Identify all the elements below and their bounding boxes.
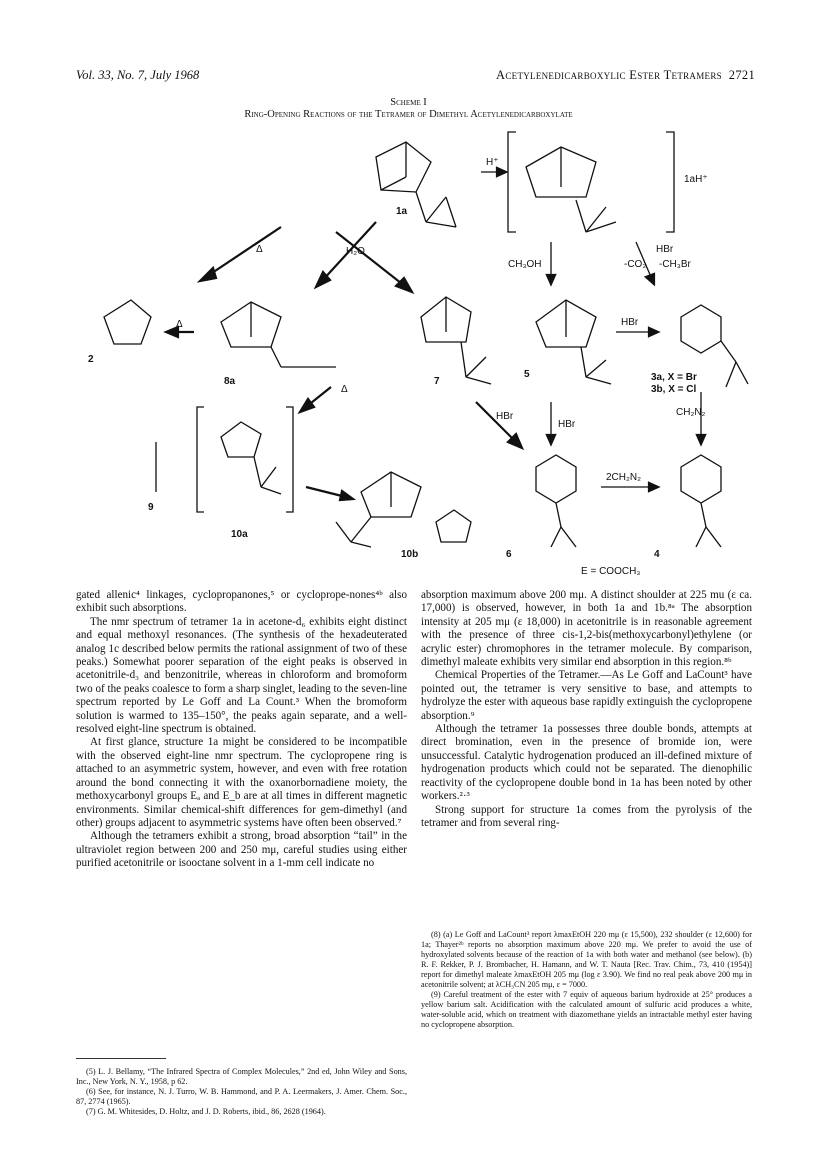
structure-4 — [681, 455, 721, 547]
label-1a: 1a — [396, 206, 408, 217]
reagent-co2: -CO₂ — [624, 259, 647, 270]
paragraph: gated allenic⁴ linkages, cyclopropanones,⁵ or cycloprope-nones⁴ᵇ also exhibit such absorptions. — [76, 589, 407, 615]
scheme-title: Scheme I — [390, 97, 427, 108]
paragraph: Strong support for structure 1a comes from the pyrolysis of the tetramer and from several ring- — [421, 803, 752, 829]
page-number: 2721 — [728, 68, 755, 82]
label-1aH: 1aH⁺ — [684, 174, 708, 185]
footnotes-right — [421, 930, 752, 1030]
reagent-ch3br: -CH₃Br — [659, 259, 691, 270]
paragraph: The nmr spectrum of tetramer 1a in acetone-d₆ exhibits eight distinct and equal methoxyl resonances. (The synthesis of the hexadeuterated analog 1c described below permits the rational assignment of two of these peaks.) Somewhat poorer separation of the eight peaks is observed in acetonitrile-d₃ and benzonitrile, whereas in chloroform and bromoform two of the peaks coalesce to form a sharp singlet, leading to the seven-line spectrum reported by Le Goff and La Count.³ When the bromoform solution is warmed to 135–150°, the peaks again separate, and a well-resolved eight-line spectrum is obtained. — [76, 615, 407, 736]
structure-5 — [536, 300, 611, 384]
scheme-subtitle: Ring-Opening Reactions of the Tetramer of Dimethyl Acetylenedicarboxylate — [244, 109, 573, 120]
label-8a: 8a — [224, 376, 236, 387]
footnote: (6) See, for instance, N. J. Turro, W. B. Hammond, and P. A. Leermakers, J. Amer. Chem. Soc., 87, 2774 (1965). — [76, 1087, 407, 1106]
section-paragraph: Chemical Properties of the Tetramer.—As Le Goff and LaCount³ have pointed out, the tetramer is very sensitive to base, and attempts to hydrolyze the ester with aqueous base rapidly extinguish the cyclopropene absorption.⁹ — [421, 669, 752, 722]
reagent-hbr-1: HBr — [656, 244, 674, 255]
reagent-heat-1: Δ — [256, 244, 263, 255]
label-3b: 3b, X = Cl — [651, 384, 697, 395]
structure-6 — [536, 455, 576, 547]
reagent-ch3oh: CH₃OH — [508, 259, 542, 270]
paragraph: At first glance, structure 1a might be considered to be incompatible with the observed eight-line nmr spectrum. The cyclopropene ring is attached to an asymmetric system, however, and even with free rotation around the bond connecting it with the oxanorbornadiene moiety, the methoxycarbonyl groups Eₐ and E_b are at all times in different magnetic environments. Similar chemical-shift differences for gem-dimethyl (and other) groups adjacent to asymmetric systems have often been observed.⁷ — [76, 736, 407, 829]
reagent-diazomethane-2: 2CH₂N₂ — [606, 472, 641, 483]
footnote: (5) L. J. Bellamy, “The Infrared Spectra of Complex Molecules,” 2nd ed, John Wiley and Sons, Inc., New York, N. Y., 1958, p 62. — [76, 1067, 407, 1086]
reagent-hbr-4: HBr — [558, 419, 576, 430]
right-column — [421, 589, 752, 830]
reaction-scheme-drawing — [76, 122, 766, 582]
paragraph: Although the tetramers exhibit a strong, broad absorption “tail” in the ultraviolet region between 200 and 250 mμ, careful studies using either purified acetonitrile or isooctane solvent in a 1-mm cell indicate no — [76, 830, 407, 870]
label-2: 2 — [88, 354, 94, 365]
left-column — [76, 589, 407, 871]
paragraph: absorption maximum above 200 mμ. A distinct shoulder at 225 mu (ε ca. 17,000) is observed, however, in both 1a and 1b.⁸ᵃ The absorption intensity at 205 mμ (ε 18,000) in acetonitrile is in reasonable agreement with the presence of three cis-1,2-bis(methoxycarbonyl)ethylene (or acrylic ester) chromophores in the tetramer molecule. By comparison, dimethyl maleate exhibits very similar end absorption in this region.⁸ᵇ — [421, 589, 752, 669]
page-header — [0, 68, 817, 88]
structure-7 — [421, 297, 491, 384]
running-title: Acetylenedicarboxylic Ester Tetramers 2721 — [496, 68, 755, 82]
footnote: (8) (a) Le Goff and LaCount³ report λmaxEtOH 220 mμ (ε 15,500), 232 shoulder (ε 12,600) for 1a; Thayer²ᵇ reports no absorption maximum above 220 mμ. We prefer to avoid the use of hydroxylated solvents because of the reaction of 1a with both water and methanol (see below). (b) R. F. Rekker, P. J. Brombacher, H. Hamann, and W. T. Nauta [Rec. Trav. Chim., 73, 410 (1954)] report for dimethyl maleate λmaxEtOH 205 mμ (log ε 3.90). We find no real peak above 200 mμ in acetonitrile solvent; at λCH₃CN 205 mμ, ε = 7000. — [421, 930, 752, 989]
footnote: (7) G. M. Whitesides, D. Holtz, and J. D. Roberts, ibid., 86, 2628 (1964). — [86, 1107, 326, 1116]
legend-e: E = COOCH₃ — [581, 566, 641, 577]
paragraph: Although the tetramer 1a possesses three double bonds, attempts at direct bromination, even in the presence of bromide ion, were unsuccessful. Catalytic hydrogenation produced an ill-defined mixture of hydrogenation products which could not be separated. The dienophilic reactivity of the cyclopropene double bond in 1a has been noted by other workers.²·³ — [421, 723, 752, 803]
label-10a: 10a — [231, 529, 248, 540]
footnote-rule — [76, 1058, 166, 1059]
journal-volume: Vol. 33, No. 7, July 1968 — [76, 68, 200, 82]
label-7: 7 — [434, 376, 440, 387]
structure-10b — [336, 472, 471, 547]
structure-8a — [221, 302, 336, 367]
reagent-water: H₂O — [346, 246, 365, 257]
label-6: 6 — [506, 549, 512, 560]
label-9: 9 — [148, 502, 154, 513]
label-5: 5 — [524, 369, 530, 380]
structure-2 — [104, 300, 151, 344]
structure-1aH — [508, 132, 674, 232]
reagent-diazomethane: CH₂N₂ — [676, 407, 706, 418]
reaction-scheme — [76, 122, 766, 582]
structure-10a — [197, 407, 293, 512]
reagent-heat-2: Δ — [176, 319, 183, 330]
reagent-hbr-2: HBr — [621, 317, 639, 328]
label-4: 4 — [654, 549, 660, 560]
reagent-h-plus: H⁺ — [486, 157, 499, 168]
footnotes-left — [76, 1067, 407, 1117]
scheme-caption — [0, 97, 817, 121]
structure-1a — [376, 142, 456, 227]
label-3a: 3a, X = Br — [651, 372, 697, 383]
label-10b: 10b — [401, 549, 419, 560]
reagent-heat-3: Δ — [341, 384, 348, 395]
reagent-hbr-3: HBr — [496, 411, 514, 422]
footnote: (9) Careful treatment of the ester with 7 equiv of aqueous barium hydroxide at 25° produces a yellow barium salt. Acidification with the calculated amount of sulfuric acid produces a white, water-soluble acid, which on treatment with diazomethane yields an intractable methyl ester having no cyclopropene absorption. — [421, 990, 752, 1029]
